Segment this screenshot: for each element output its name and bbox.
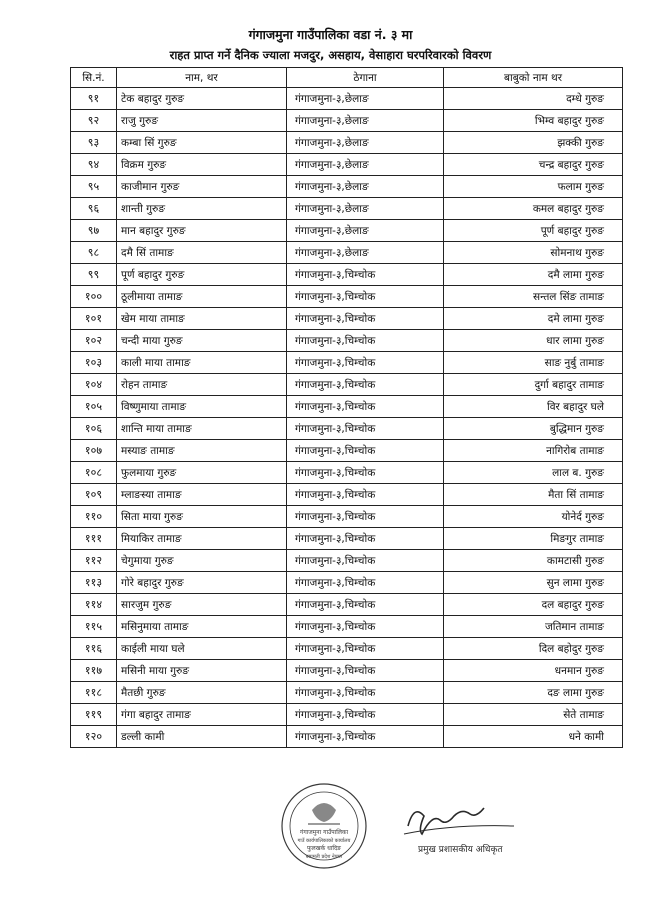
cell-name: दमै सिं तामाङ <box>117 242 287 264</box>
cell-name: गंगा बहादुर तामाङ <box>117 704 287 726</box>
column-header-father-name: बाबुको नाम थर <box>444 68 623 88</box>
cell-father-name: दुर्गा बहादुर तामाङ <box>444 374 623 396</box>
cell-father-name: लाल ब. गुरुङ <box>444 462 623 484</box>
cell-name: खेम माया तामाङ <box>117 308 287 330</box>
table-row <box>71 704 623 726</box>
cell-father-name: दम्धे गुरुङ <box>444 88 623 110</box>
cell-father-name: धार लामा गुरुङ <box>444 330 623 352</box>
cell-father-name: दमे लामा गुरुङ <box>444 308 623 330</box>
cell-serial-number: ११० <box>71 506 117 528</box>
cell-name: मसिनी माया गुरुङ <box>117 660 287 682</box>
table-row <box>71 506 623 528</box>
cell-address: गंगाजमुना-३,चिम्चोक <box>287 550 444 572</box>
table-row <box>71 330 623 352</box>
cell-serial-number: १०६ <box>71 418 117 440</box>
table-row <box>71 462 623 484</box>
cell-father-name: कामटासी गुरुङ <box>444 550 623 572</box>
cell-serial-number: ९९ <box>71 264 117 286</box>
cell-father-name: झक्की गुरुङ <box>444 132 623 154</box>
table-header-row <box>71 68 623 88</box>
cell-name: गोरे बहादुर गुरुङ <box>117 572 287 594</box>
table-row <box>71 638 623 660</box>
cell-father-name: साङ नुर्बु तामाङ <box>444 352 623 374</box>
cell-address: गंगाजमुना-३,चिम्चोक <box>287 682 444 704</box>
table-row <box>71 176 623 198</box>
cell-serial-number: ९८ <box>71 242 117 264</box>
seal-line-3: फुलखर्क धादिङ <box>307 845 341 852</box>
cell-name: सिता माया गुरुङ <box>117 506 287 528</box>
cell-name: फुलमाया गुरुङ <box>117 462 287 484</box>
cell-name: मसिनुमाया तामाङ <box>117 616 287 638</box>
cell-serial-number: ९३ <box>71 132 117 154</box>
cell-address: गंगाजमुना-३,छेलाङ <box>287 198 444 220</box>
table-row <box>71 352 623 374</box>
seal-line-1: गंगाजमुना गाउँपालिका <box>299 829 349 836</box>
cell-address: गंगाजमुना-३,चिम्चोक <box>287 440 444 462</box>
cell-name: शान्ती गुरुङ <box>117 198 287 220</box>
table-row <box>71 682 623 704</box>
cell-name: मैतछी गुरुङ <box>117 682 287 704</box>
cell-father-name: दमै लामा गुरुङ <box>444 264 623 286</box>
cell-father-name: दिल बहोदुर गुरुङ <box>444 638 623 660</box>
seal-line-2: गाउँ कार्यपालिकाको कार्यालय <box>297 838 351 844</box>
cell-serial-number: ९४ <box>71 154 117 176</box>
column-header-name: नाम, थर <box>117 68 287 88</box>
cell-name: मान बहादुर गुरुङ <box>117 220 287 242</box>
table-row <box>71 110 623 132</box>
cell-father-name: चन्द्र बहादुर गुरुङ <box>444 154 623 176</box>
cell-serial-number: ११३ <box>71 572 117 594</box>
cell-name: ठूलीमाया तामाङ <box>117 286 287 308</box>
cell-name: काली माया तामाङ <box>117 352 287 374</box>
cell-address: गंगाजमुना-३,चिम्चोक <box>287 418 444 440</box>
cell-serial-number: १२० <box>71 726 117 748</box>
table-row <box>71 220 623 242</box>
cell-serial-number: ९२ <box>71 110 117 132</box>
cell-serial-number: ११५ <box>71 616 117 638</box>
signature <box>398 786 528 866</box>
cell-father-name: सुन लामा गुरुङ <box>444 572 623 594</box>
cell-address: गंगाजमुना-३,छेलाङ <box>287 242 444 264</box>
cell-name: काईली माया घले <box>117 638 287 660</box>
cell-father-name: दल बहादुर गुरुङ <box>444 594 623 616</box>
cell-name: शान्ति माया तामाङ <box>117 418 287 440</box>
cell-father-name: भिम्व बहादुर गुरुङ <box>444 110 623 132</box>
cell-serial-number: १०० <box>71 286 117 308</box>
table-row <box>71 550 623 572</box>
cell-father-name: सन्तल सिंङ तामाङ <box>444 286 623 308</box>
cell-address: गंगाजमुना-३,छेलाङ <box>287 154 444 176</box>
cell-name: काजीमान गुरुङ <box>117 176 287 198</box>
cell-address: गंगाजमुना-३,चिम्चोक <box>287 660 444 682</box>
cell-name: मियाकिर तामाङ <box>117 528 287 550</box>
cell-father-name: जतिमान तामाङ <box>444 616 623 638</box>
cell-address: गंगाजमुना-३,चिम्चोक <box>287 374 444 396</box>
cell-serial-number: १०२ <box>71 330 117 352</box>
cell-name: विष्णुमाया तामाङ <box>117 396 287 418</box>
table-row <box>71 154 623 176</box>
cell-father-name: धने कामी <box>444 726 623 748</box>
table-row <box>71 308 623 330</box>
cell-address: गंगाजमुना-३,चिम्चोक <box>287 484 444 506</box>
cell-serial-number: १०५ <box>71 396 117 418</box>
table-row <box>71 726 623 748</box>
cell-address: गंगाजमुना-३,चिम्चोक <box>287 264 444 286</box>
table-row <box>71 616 623 638</box>
cell-address: गंगाजमुना-३,चिम्चोक <box>287 286 444 308</box>
cell-father-name: फलाम गुरुङ <box>444 176 623 198</box>
cell-name: चेगुमाया गुरुङ <box>117 550 287 572</box>
table-row <box>71 286 623 308</box>
cell-serial-number: १०३ <box>71 352 117 374</box>
table-row <box>71 264 623 286</box>
cell-serial-number: ११८ <box>71 682 117 704</box>
cell-serial-number: १११ <box>71 528 117 550</box>
cell-father-name: विर बहादुर घले <box>444 396 623 418</box>
cell-address: गंगाजमुना-३,चिम्चोक <box>287 396 444 418</box>
cell-address: गंगाजमुना-३,चिम्चोक <box>287 594 444 616</box>
table-row <box>71 242 623 264</box>
cell-serial-number: १०९ <box>71 484 117 506</box>
signatory-title: प्रमुख प्रशासकीय अधिकृत <box>418 845 503 855</box>
cell-serial-number: ९६ <box>71 198 117 220</box>
cell-serial-number: ११७ <box>71 660 117 682</box>
cell-serial-number: ११६ <box>71 638 117 660</box>
cell-serial-number: ११२ <box>71 550 117 572</box>
cell-address: गंगाजमुना-३,चिम्चोक <box>287 330 444 352</box>
document-title: गंगाजमुना गाउँपालिका वडा नं. ३ मा <box>248 27 413 42</box>
cell-serial-number: ९५ <box>71 176 117 198</box>
table-row <box>71 528 623 550</box>
cell-address: गंगाजमुना-३,चिम्चोक <box>287 528 444 550</box>
cell-father-name: बुद्धिमान गुरुङ <box>444 418 623 440</box>
cell-serial-number: ९१ <box>71 88 117 110</box>
cell-address: गंगाजमुना-३,चिम्चोक <box>287 506 444 528</box>
cell-name: कम्बा सिं गुरुङ <box>117 132 287 154</box>
office-seal <box>278 780 370 872</box>
cell-father-name: दङ लामा गुरुङ <box>444 682 623 704</box>
relief-recipients-table <box>70 67 623 748</box>
cell-serial-number: ११९ <box>71 704 117 726</box>
cell-name: चन्दी माया गुरुङ <box>117 330 287 352</box>
cell-name: मस्याङ तामाङ <box>117 440 287 462</box>
table-row <box>71 572 623 594</box>
cell-name: रोहन तामाङ <box>117 374 287 396</box>
column-header-sn: सि.नं. <box>71 68 117 88</box>
cell-name: टेक बहादुर गुरुङ <box>117 88 287 110</box>
table-row <box>71 440 623 462</box>
table-row <box>71 374 623 396</box>
cell-name: राजु गुरुङ <box>117 110 287 132</box>
table-row <box>71 660 623 682</box>
cell-address: गंगाजमुना-३,छेलाङ <box>287 220 444 242</box>
cell-serial-number: १०८ <box>71 462 117 484</box>
cell-address: गंगाजमुना-३,चिम्चोक <box>287 352 444 374</box>
cell-serial-number: १०४ <box>71 374 117 396</box>
cell-father-name: योनेर्द गुरुङ <box>444 506 623 528</box>
cell-father-name: मैता सिं तामाङ <box>444 484 623 506</box>
cell-address: गंगाजमुना-३,चिम्चोक <box>287 572 444 594</box>
cell-serial-number: ११४ <box>71 594 117 616</box>
cell-father-name: सोमनाथ गुरुङ <box>444 242 623 264</box>
cell-name: म्लाङस्या तामाङ <box>117 484 287 506</box>
cell-name: डल्ली कामी <box>117 726 287 748</box>
cell-serial-number: १०७ <box>71 440 117 462</box>
column-header-address: ठेगाना <box>287 68 444 88</box>
table-row <box>71 418 623 440</box>
cell-address: गंगाजमुना-३,चिम्चोक <box>287 638 444 660</box>
cell-father-name: नागिरोब तामाङ <box>444 440 623 462</box>
cell-address: गंगाजमुना-३,छेलाङ <box>287 132 444 154</box>
table-row <box>71 484 623 506</box>
table-row <box>71 396 623 418</box>
cell-father-name: सेते तामाङ <box>444 704 623 726</box>
cell-name: सारजुम गुरुङ <box>117 594 287 616</box>
cell-name: विक्रम गुरुङ <box>117 154 287 176</box>
cell-address: गंगाजमुना-३,छेलाङ <box>287 88 444 110</box>
cell-address: गंगाजमुना-३,चिम्चोक <box>287 704 444 726</box>
cell-name: पूर्ण बहादुर गुरुङ <box>117 264 287 286</box>
cell-father-name: पूर्ण बहादुर गुरुङ <box>444 220 623 242</box>
table-body <box>71 88 623 748</box>
cell-address: गंगाजमुना-३,छेलाङ <box>287 176 444 198</box>
cell-address: गंगाजमुना-३,चिम्चोक <box>287 616 444 638</box>
cell-serial-number: ९७ <box>71 220 117 242</box>
table-row <box>71 132 623 154</box>
cell-father-name: कमल बहादुर गुरुङ <box>444 198 623 220</box>
cell-father-name: धनमान गुरुङ <box>444 660 623 682</box>
cell-serial-number: १०१ <box>71 308 117 330</box>
cell-father-name: मिङगुर तामाङ <box>444 528 623 550</box>
cell-address: गंगाजमुना-३,चिम्चोक <box>287 308 444 330</box>
cell-address: गंगाजमुना-३,छेलाङ <box>287 110 444 132</box>
cell-address: गंगाजमुना-३,चिम्चोक <box>287 726 444 748</box>
document-subtitle: राहत प्राप्त गर्ने दैनिक ज्याला मजदुर, असहाय, वेसाहारा घरपरिवारको विवरण <box>169 48 492 62</box>
seal-line-4: बागमती प्रदेश नेपाल <box>305 854 343 860</box>
cell-address: गंगाजमुना-३,चिम्चोक <box>287 462 444 484</box>
table-row <box>71 594 623 616</box>
table-row <box>71 198 623 220</box>
table-row <box>71 88 623 110</box>
